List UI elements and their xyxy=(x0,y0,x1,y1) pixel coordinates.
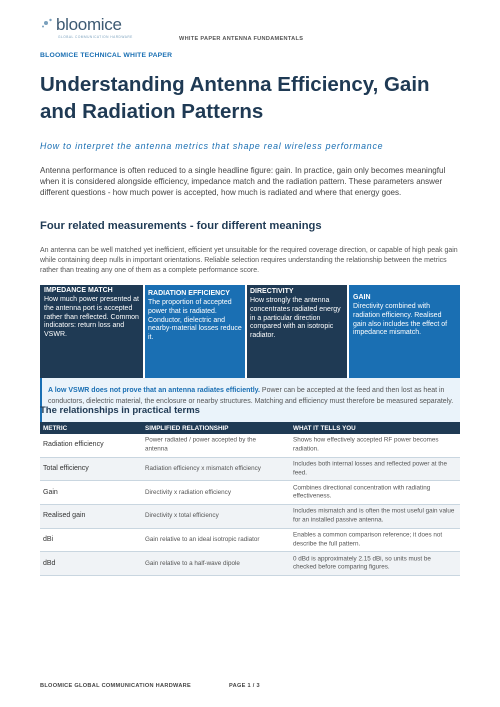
card-gain xyxy=(349,285,460,378)
logo-mark-icon xyxy=(40,17,54,31)
column-header-meaning: WHAT IT TELLS YOU xyxy=(293,425,356,432)
cell-relationship: Power radiated / power accepted by the antenna xyxy=(145,436,256,453)
card-directivity xyxy=(247,285,347,378)
callout-lead: A low VSWR does not prove that an antenna radiates efficiently. xyxy=(48,387,260,394)
card-body: The proportion of accepted power that is radiated. Conductor, dielectric and nearby-material losses reduce it. xyxy=(148,299,242,342)
table-row xyxy=(40,481,460,505)
card-title: RADIATION EFFICIENCY xyxy=(148,290,230,297)
cell-metric: Realised gain xyxy=(43,512,86,520)
cell-meaning: 0 dBd is approximately 2.15 dBi, so units must be checked before comparing figures. xyxy=(293,555,431,571)
cell-metric: dBi xyxy=(43,535,54,543)
column-header-relationship: SIMPLIFIED RELATIONSHIP xyxy=(145,425,229,432)
table-row xyxy=(40,458,460,482)
cell-metric: Gain xyxy=(43,488,58,496)
callout-text: Power can be accepted at the feed and then lost as heat in conductors, dielectric material, the enclosure or nearby structures. Matching and efficiency must therefore be measured separately. xyxy=(48,387,454,405)
cell-metric: Radiation efficiency xyxy=(43,441,104,449)
section-body-measurements: An antenna can be well matched yet inefficient, efficient yet unsuitable for the required coverage direction, or capable of high peak gain while containing deep nulls in important orientations. Reliable selection requires understanding the relationship between the metrics rather than treating any one of them as a complete performance score. xyxy=(40,247,458,274)
table-row xyxy=(40,552,460,576)
logo-tagline: GLOBAL COMMUNICATION HARDWARE xyxy=(58,35,133,39)
cell-relationship: Gain relative to a half-wave dipole xyxy=(145,559,240,567)
logo-wordmark: bloomice xyxy=(56,15,122,34)
relationships-table xyxy=(40,422,460,576)
cell-metric: Total efficiency xyxy=(43,464,89,472)
table-header xyxy=(40,422,460,434)
cell-meaning: Includes mismatch and is often the most useful gain value for an installed passive antenna. xyxy=(293,507,455,524)
card-title: DIRECTIVITY xyxy=(250,288,294,295)
column-header-metric: METRIC xyxy=(43,425,68,432)
kicker: BLOOMICE TECHNICAL WHITE PAPER xyxy=(40,52,173,59)
document-header-label: WHITE PAPER ANTENNA FUNDAMENTALS xyxy=(179,36,304,42)
cell-meaning: Combines directional concentration with radiating effectiveness. xyxy=(293,484,431,500)
cell-relationship: Directivity x total efficiency xyxy=(145,512,219,520)
metric-cards xyxy=(40,285,460,378)
card-title: IMPEDANCE MATCH xyxy=(44,287,113,294)
card-radiation-efficiency xyxy=(145,285,245,378)
card-body: How much power presented at the antenna port is accepted rather than reflected. Common indicators: return loss and VSWR. xyxy=(44,296,139,339)
cell-relationship: Radiation efficiency x mismatch efficiency xyxy=(145,464,261,472)
intro-paragraph: Antenna performance is often reduced to a single headline figure: gain. In practice, gain only becomes meaningful when it is considered alongside efficiency, impedance match and the radiation pattern. These parameters answer different questions - how much power is accepted, how much is radiated and where that energy goes. xyxy=(40,166,446,198)
cell-relationship: Gain relative to an ideal isotropic radiator xyxy=(145,535,260,543)
cell-meaning: Enables a common comparison reference; it does not describe the full pattern. xyxy=(293,531,443,548)
cell-metric: dBd xyxy=(43,559,56,567)
cell-relationship: Directivity x radiation efficiency xyxy=(145,488,231,496)
cell-meaning: Includes both internal losses and reflected power at the feed. xyxy=(293,460,448,477)
page-title: Understanding Antenna Efficiency, Gain and Radiation Patterns xyxy=(40,73,430,123)
card-body: Directivity combined with radiation efficiency. Realised gain also includes the effect of impedance mismatch. xyxy=(353,303,448,337)
card-impedance-match xyxy=(40,285,143,378)
table-body xyxy=(40,434,460,576)
cell-meaning: Shows how effectively accepted RF power becomes radiation. xyxy=(293,436,439,453)
card-body: How strongly the antenna concentrates radiated energy in a particular direction compared with an isotropic radiator. xyxy=(250,297,341,340)
section-heading-relationships: The relationships in practical terms xyxy=(40,405,200,416)
table-row xyxy=(40,434,460,458)
footer-company: BLOOMICE GLOBAL COMMUNICATION HARDWARE xyxy=(40,683,192,689)
card-title: GAIN xyxy=(353,294,371,301)
company-logo xyxy=(40,17,170,39)
page-subtitle: How to interpret the antenna metrics that shape real wireless performance xyxy=(40,141,384,151)
footer-page-number: PAGE 1 / 3 xyxy=(229,683,260,689)
table-row xyxy=(40,505,460,529)
callout-box xyxy=(40,378,460,428)
section-heading-measurements: Four related measurements - four different meanings xyxy=(40,220,322,232)
table-row xyxy=(40,529,460,553)
